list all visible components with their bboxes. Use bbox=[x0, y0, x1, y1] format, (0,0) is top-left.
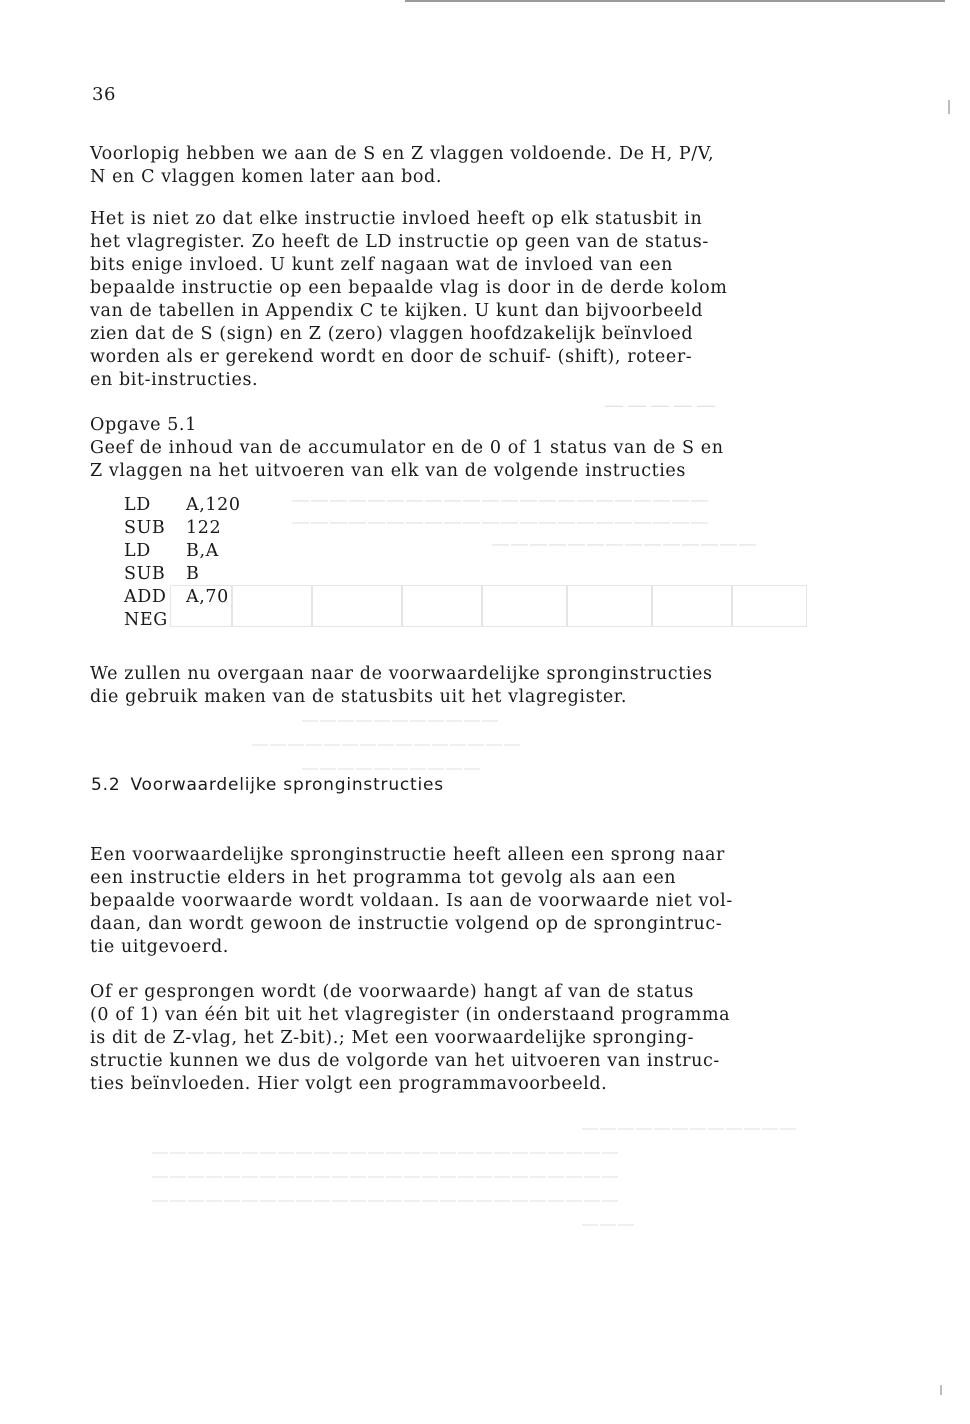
text-line: ties beïnvloeden. Hier volgt een programmavoorbeeld. bbox=[90, 1074, 608, 1094]
code-line bbox=[124, 517, 241, 540]
code-opcode: NEG bbox=[124, 610, 168, 630]
code-line bbox=[124, 563, 241, 586]
code-opcode: LD bbox=[124, 541, 151, 561]
text-line: (0 of 1) van één bit uit het vlagregister (in onderstaand programma bbox=[90, 1005, 731, 1025]
text-line: bepaalde instructie op een bepaalde vlag is door in de derde kolom bbox=[90, 278, 728, 298]
code-operand: A,120 bbox=[186, 495, 241, 515]
text-line: Z vlaggen na het uitvoeren van elk van de volgende instructies bbox=[90, 461, 686, 481]
text-line: daan, dan wordt gewoon de instructie volgend op de sprongintruc- bbox=[90, 914, 723, 934]
text-line: is dit de Z-vlag, het Z-bit).; Met een voorwaardelijke spronging- bbox=[90, 1028, 695, 1048]
text-line: bits enige invloed. U kunt zelf nagaan wat de invloed van een bbox=[90, 255, 674, 275]
paragraph-transition bbox=[90, 663, 850, 709]
section-number: 5.2 bbox=[91, 775, 121, 795]
edge-mark bbox=[940, 1385, 942, 1395]
text-line: die gebruik maken van de statusbits uit het vlagregister. bbox=[90, 687, 627, 707]
code-operand: 122 bbox=[186, 518, 222, 538]
code-operand: A,70 bbox=[186, 587, 229, 607]
bleed-through-text: —————————————————————————— bbox=[150, 1192, 618, 1209]
top-edge-rule bbox=[405, 0, 945, 2]
page-number: 36 bbox=[92, 84, 116, 105]
exercise-block bbox=[90, 414, 850, 483]
text-line: Een voorwaardelijke spronginstructie heeft alleen een sprong naar bbox=[90, 845, 726, 865]
code-opcode: LD bbox=[124, 495, 151, 515]
code-listing bbox=[124, 494, 241, 632]
edge-mark bbox=[948, 100, 950, 114]
code-operand: B,A bbox=[186, 541, 219, 561]
bleed-through-text: —————————————————————————— bbox=[150, 1168, 618, 1185]
paragraph-conditional-jump bbox=[90, 844, 850, 959]
paragraph-flags-intro bbox=[90, 143, 850, 189]
paragraph-jump-condition bbox=[90, 981, 850, 1096]
code-line bbox=[124, 494, 241, 517]
text-line: zien dat de S (sign) en Z (zero) vlaggen hoofdzakelijk beïnvloed bbox=[90, 324, 694, 344]
bleed-through-text: ——————————————— bbox=[250, 736, 520, 753]
text-line: bepaalde voorwaarde wordt voldaan. Is aan de voorwaarde niet vol- bbox=[90, 891, 733, 911]
bleed-through-text: ———————————— bbox=[580, 1120, 796, 1137]
exercise-title: Opgave 5.1 bbox=[90, 415, 197, 435]
bleed-through-text: —————————————————————— bbox=[290, 490, 708, 509]
bleed-through-text: —————————————————————— bbox=[290, 512, 708, 531]
code-opcode: SUB bbox=[124, 518, 166, 538]
bleed-through-text: ——— bbox=[580, 1216, 634, 1233]
code-line bbox=[124, 609, 241, 632]
text-line: het vlagregister. Zo heeft de LD instructie op geen van de status- bbox=[90, 232, 709, 252]
code-line bbox=[124, 586, 241, 609]
bleed-through-text: — — — — — bbox=[605, 395, 716, 415]
text-line: tie uitgevoerd. bbox=[90, 937, 229, 957]
text-line: N en C vlaggen komen later aan bod. bbox=[90, 167, 443, 187]
section-heading bbox=[91, 775, 444, 795]
text-line: Of er gesprongen wordt (de voorwaarde) hangt af van de status bbox=[90, 982, 694, 1002]
text-line: van de tabellen in Appendix C te kijken. U kunt dan bijvoorbeeld bbox=[90, 301, 704, 321]
section-title: Voorwaardelijke spronginstructies bbox=[130, 775, 444, 795]
text-line: Geef de inhoud van de accumulator en de 0 of 1 status van de S en bbox=[90, 438, 724, 458]
bleed-through-register-box bbox=[170, 585, 807, 627]
text-line: We zullen nu overgaan naar de voorwaardelijke spronginstructies bbox=[90, 664, 713, 684]
paragraph-instruction-influence bbox=[90, 208, 850, 392]
code-operand: B bbox=[186, 564, 200, 584]
bleed-through-text: ——————————— bbox=[300, 712, 498, 729]
bleed-through-text: —————————————— bbox=[490, 534, 756, 553]
code-opcode: SUB bbox=[124, 564, 166, 584]
text-line: Het is niet zo dat elke instructie invloed heeft op elk statusbit in bbox=[90, 209, 703, 229]
text-line: Voorlopig hebben we aan de S en Z vlaggen voldoende. De H, P/V, bbox=[90, 144, 715, 164]
text-line: structie kunnen we dus de volgorde van het uitvoeren van instruc- bbox=[90, 1051, 720, 1071]
bleed-through-text: —————————————————————————— bbox=[150, 1144, 618, 1161]
bleed-through-text: —————————— bbox=[300, 760, 480, 777]
text-line: en bit-instructies. bbox=[90, 370, 259, 390]
code-line bbox=[124, 540, 241, 563]
text-line: worden als er gerekend wordt en door de schuif- (shift), roteer- bbox=[90, 347, 693, 367]
code-opcode: ADD bbox=[124, 587, 167, 607]
text-line: een instructie elders in het programma tot gevolg als aan een bbox=[90, 868, 677, 888]
